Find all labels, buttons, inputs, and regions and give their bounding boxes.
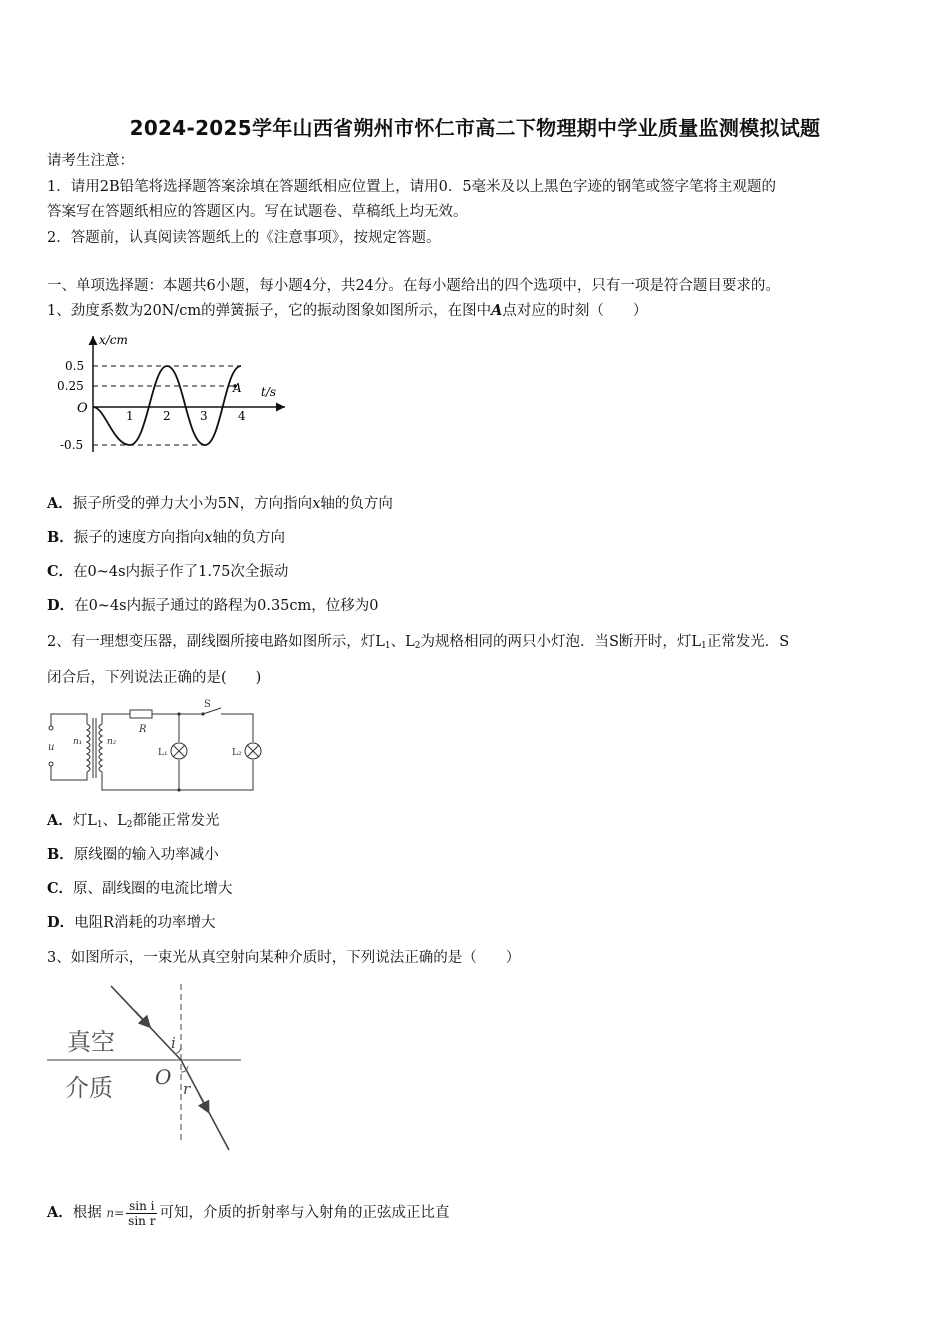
q1-option-c — [47, 562, 288, 582]
q1-option-d — [47, 596, 379, 616]
y-axis-label: x/cm — [99, 333, 128, 347]
q2-stem-c: 为规格相同的两只小灯泡．当S断开时，灯L — [420, 634, 702, 650]
q2-option-d — [47, 913, 216, 933]
incident-arrow — [135, 1011, 149, 1026]
q1-option-b-var: x — [204, 530, 213, 546]
origin-o-label: O — [155, 1065, 172, 1089]
q1-option-a-pre: 振子所受的弹力大小为5N，方向指向 — [72, 496, 313, 512]
medium-label: 介质 — [65, 1074, 113, 1102]
notice-item-1-line-2: 答案写在答题纸相应的答题区内。写在试题卷、草稿纸上均无效。 — [47, 204, 468, 220]
x-axis-label: t/s — [261, 385, 277, 399]
q1-stem-a: 1、劲度系数为20N/cm的弹簧振子，它的振动图象如图所示，在图中 — [47, 303, 492, 319]
q2-option-b — [47, 845, 219, 865]
q1-option-c-text: 在0~4s内振子作了1.75次全振动 — [73, 564, 289, 580]
q3-option-a-pre: 根据 — [72, 1205, 102, 1221]
x-tick-4: 4 — [238, 409, 246, 423]
notice-heading: 请考生注意： — [47, 153, 134, 169]
q2-option-a-text: 灯L — [72, 813, 97, 829]
vacuum-label: 真空 — [67, 1028, 115, 1056]
q2-stem-d: 正常发光．S — [706, 634, 790, 650]
q2-option-a — [47, 811, 220, 835]
q2-option-d-text: 电阻R消耗的功率增大 — [74, 915, 216, 931]
point-a-label: A — [233, 381, 242, 395]
q2-sub-2: 2 — [414, 641, 421, 651]
vibration-graph — [55, 330, 295, 460]
notice-item-2: 2．答题前，认真阅读答题纸上的《注意事项》，按规定答题。 — [47, 230, 441, 246]
formula-fraction — [126, 1199, 157, 1228]
q2-option-c-text: 原、副线圈的电流比增大 — [73, 881, 233, 897]
y-tick-neg-0.5: -0.5 — [60, 438, 84, 452]
x-tick-2: 2 — [163, 409, 171, 423]
question-1-stem — [47, 301, 647, 321]
section-heading: 一、单项选择题：本题共6小题，每小题4分，共24分。在每小题给出的四个选项中，只有一项是符合题目要求的。 — [47, 278, 780, 294]
circuit-n1: n₁ — [73, 737, 83, 747]
x-tick-1: 1 — [126, 409, 134, 423]
y-tick-0.25: 0.25 — [57, 379, 84, 393]
q1-option-a-post: 轴的负方向 — [320, 496, 393, 512]
q2-option-b-text: 原线圈的输入功率减小 — [73, 847, 219, 863]
q2-stem-b: 、L — [390, 634, 415, 650]
question-2-stem-line-2: 闭合后，下列说法正确的是( ) — [47, 670, 262, 686]
q1-option-a-key: A． — [47, 495, 73, 512]
formula-n: n — [106, 1206, 115, 1220]
q3-option-a-key: A． — [47, 1204, 73, 1221]
q3-option-a — [47, 1198, 449, 1228]
q1-option-d-key: D． — [47, 597, 75, 614]
circuit-l2: L₂ — [232, 748, 242, 758]
notice-item-1-line-1: 1．请用2B铅笔将选择题答案涂填在答题纸相应位置上，请用0．5毫米及以上黑色字迹的钢笔或签字笔将主观题的 — [47, 179, 777, 195]
q2-option-c — [47, 879, 233, 899]
q1-option-b — [47, 528, 285, 548]
circuit-s: S — [204, 699, 211, 710]
angle-r-label: r — [183, 1080, 191, 1098]
y-tick-0.5: 0.5 — [65, 359, 85, 373]
q1-option-b-pre: 振子的速度方向指向 — [73, 530, 205, 546]
q2-option-a-post: 都能正常发光 — [132, 813, 220, 829]
q1-option-c-key: C． — [47, 563, 74, 580]
q1-option-a — [47, 494, 393, 514]
q2-option-b-key: B． — [47, 846, 74, 863]
formula-eq: = — [114, 1206, 125, 1220]
q2-option-a-mid: 、L — [102, 813, 127, 829]
circuit-n2: n₂ — [107, 737, 117, 747]
transformer-circuit — [45, 698, 270, 798]
q2-sub-3: 1 — [701, 641, 707, 651]
q2-option-a-sub-1: 1 — [96, 820, 103, 830]
page-title: 2024-2025学年山西省朔州市怀仁市高二下物理期中学业质量监测模拟试题 — [129, 116, 821, 140]
origin-label: O — [77, 401, 88, 416]
q2-option-a-sub-2: 2 — [126, 820, 133, 830]
question-3-stem: 3、如图所示，一束光从真空射向某种介质时，下列说法正确的是（ ） — [47, 950, 521, 966]
q3-option-a-post: 可知，介质的折射率与入射角的正弦成正比直 — [159, 1205, 450, 1221]
formula-denominator: sin r — [128, 1213, 156, 1228]
q2-option-d-key: D． — [47, 914, 75, 931]
angle-i-label: i — [171, 1034, 176, 1052]
q2-stem-a: 2、有一理想变压器，副线圈所接电路如图所示，灯L — [47, 634, 385, 650]
circuit-l1: L₁ — [158, 748, 168, 758]
q2-sub-1: 1 — [384, 641, 391, 651]
q1-option-d-text: 在0~4s内振子通过的路程为0.35cm，位移为0 — [74, 598, 379, 614]
q1-stem-b: 点对应的时刻（ ） — [502, 303, 648, 319]
circuit-r: R — [139, 724, 147, 735]
refraction-figure — [45, 978, 255, 1163]
q1-stem-point: A — [491, 302, 503, 319]
q2-option-a-key: A． — [47, 812, 73, 829]
refracted-arrow — [199, 1094, 208, 1111]
q1-option-a-var: x — [312, 496, 321, 512]
q2-option-c-key: C． — [47, 880, 74, 897]
q1-option-b-post: 轴的负方向 — [212, 530, 285, 546]
q1-option-b-key: B． — [47, 529, 74, 546]
x-tick-3: 3 — [200, 409, 208, 423]
question-2-stem-line-1 — [47, 632, 789, 656]
displacement-curve — [93, 366, 241, 445]
circuit-u: u — [48, 742, 55, 753]
formula-numerator: sin i — [126, 1199, 157, 1214]
